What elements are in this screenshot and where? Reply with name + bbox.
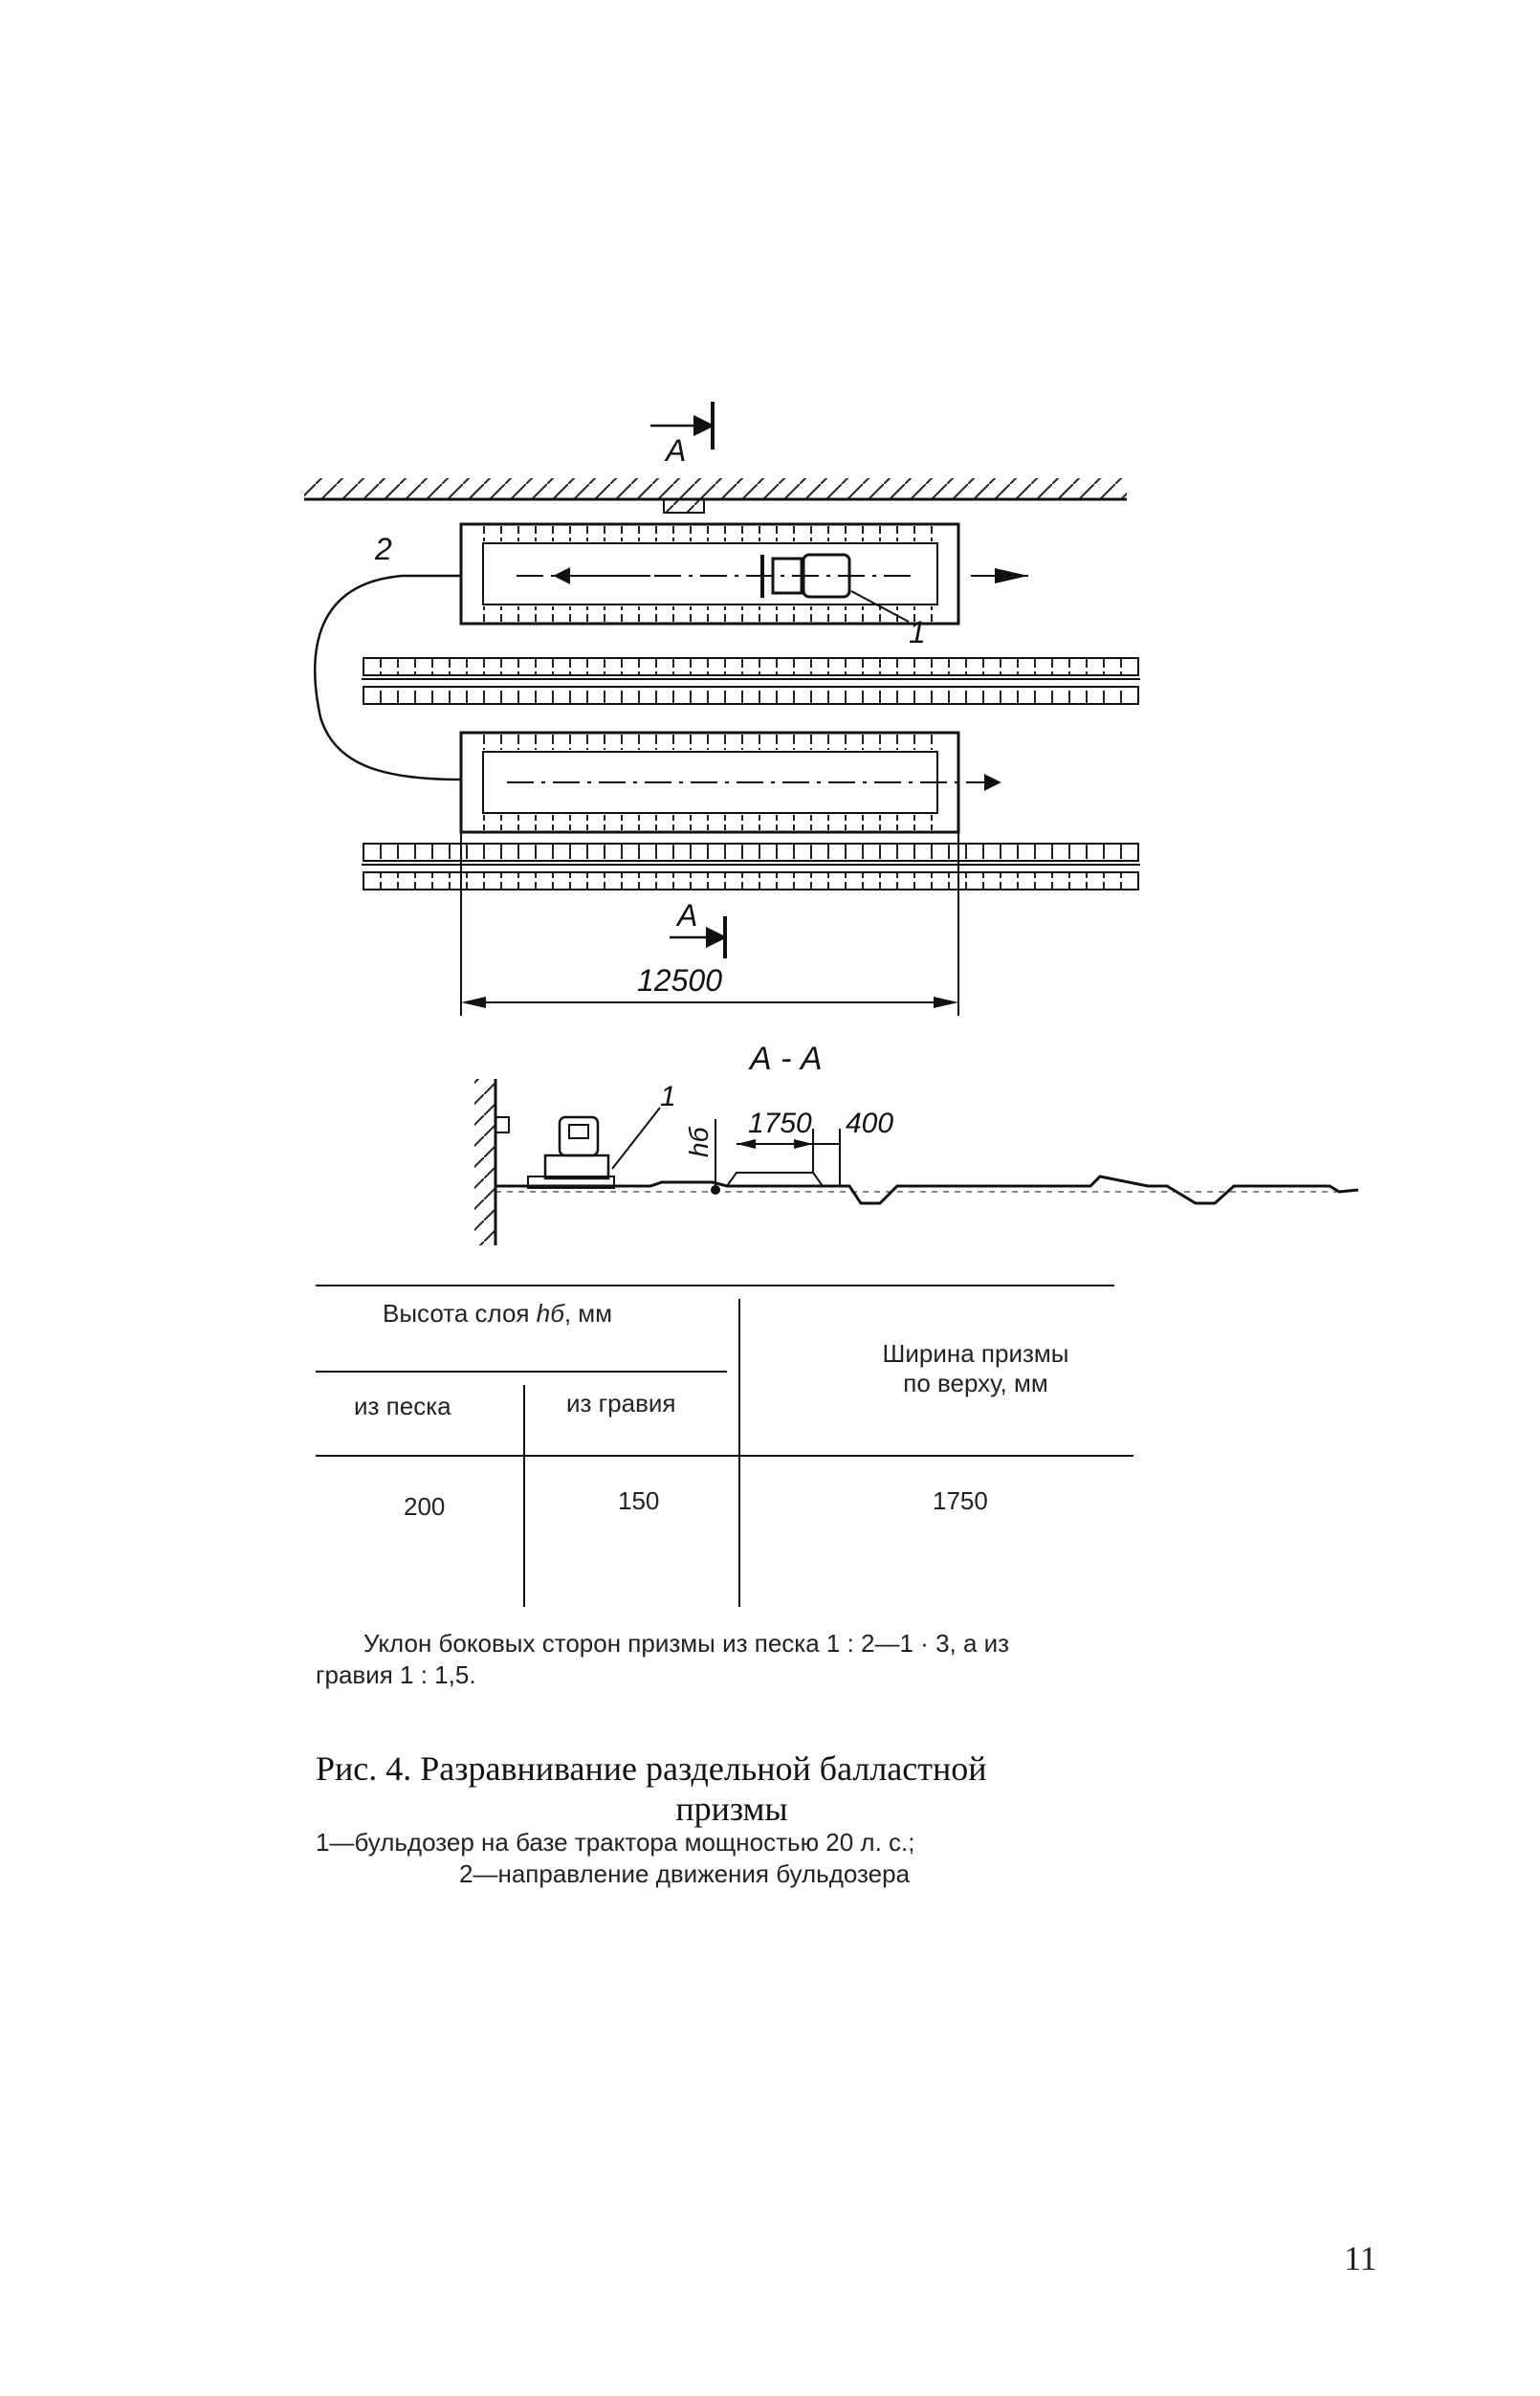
section-mark-label-top: А <box>666 433 687 468</box>
bulldozer-plan <box>762 555 1028 649</box>
section-view <box>474 1079 1358 1245</box>
table-header-group-label: Высота слоя <box>383 1299 530 1328</box>
figure-caption-legend <box>316 1827 1148 1889</box>
table-cell-width: 1750 <box>933 1486 988 1515</box>
section-mark-bottom <box>670 898 725 958</box>
figure-caption-title-line1: Рис. 4. Разравнивание раздельной балластной <box>316 1749 987 1788</box>
table-col-width-line2: по верху, мм <box>903 1369 1048 1397</box>
figure-caption-legend-line2: 2—направление движения бульдозера <box>459 1858 911 1888</box>
slope-note <box>316 1628 1157 1690</box>
movement-path <box>315 532 461 780</box>
slope-note-line1: Уклон боковых сторон призмы из песка 1 : 2—1 · 3, а из <box>363 1629 1010 1658</box>
table-col-width-line1: Ширина призмы <box>882 1339 1069 1368</box>
table-col-gravel: из гравия <box>566 1389 676 1418</box>
figure-caption-title-line2: призмы <box>675 1790 788 1828</box>
h-label: hб <box>684 1127 714 1157</box>
section-mark-top <box>650 402 713 468</box>
table-header-group <box>383 1299 612 1329</box>
track-middle <box>362 658 1140 704</box>
callout-1-section: 1 <box>660 1081 676 1112</box>
figure-caption-title <box>316 1748 1148 1829</box>
wall-hatched-edge <box>304 478 1127 513</box>
slope-note-line2: гравия 1 : 1,5. <box>316 1660 476 1689</box>
table-col-sand: из песка <box>354 1392 451 1420</box>
callout-2: 2 <box>375 532 392 566</box>
dim-top-width-label: 1750 <box>748 1108 812 1139</box>
table-header-group-unit: , мм <box>563 1299 613 1328</box>
table-grid <box>0 1272 1540 1636</box>
dim-gap-label: 400 <box>846 1108 894 1139</box>
figure-caption-legend-line1: 1—бульдозер на базе трактора мощностью 20 л. с.; <box>316 1828 915 1857</box>
table-cell-gravel: 150 <box>618 1486 660 1515</box>
track-lower <box>362 844 1140 890</box>
table-header-group-symbol: hб <box>536 1299 564 1328</box>
dimension-length-label: 12500 <box>637 963 722 998</box>
page-number: 11 <box>1344 2239 1377 2277</box>
table-col-width <box>842 1339 1110 1398</box>
callout-1-plan: 1 <box>909 615 926 649</box>
table-cell-sand: 200 <box>404 1492 446 1521</box>
section-title: А - А <box>750 1041 823 1077</box>
prism-lower <box>461 733 1000 832</box>
section-mark-label-bottom: А <box>677 898 698 933</box>
